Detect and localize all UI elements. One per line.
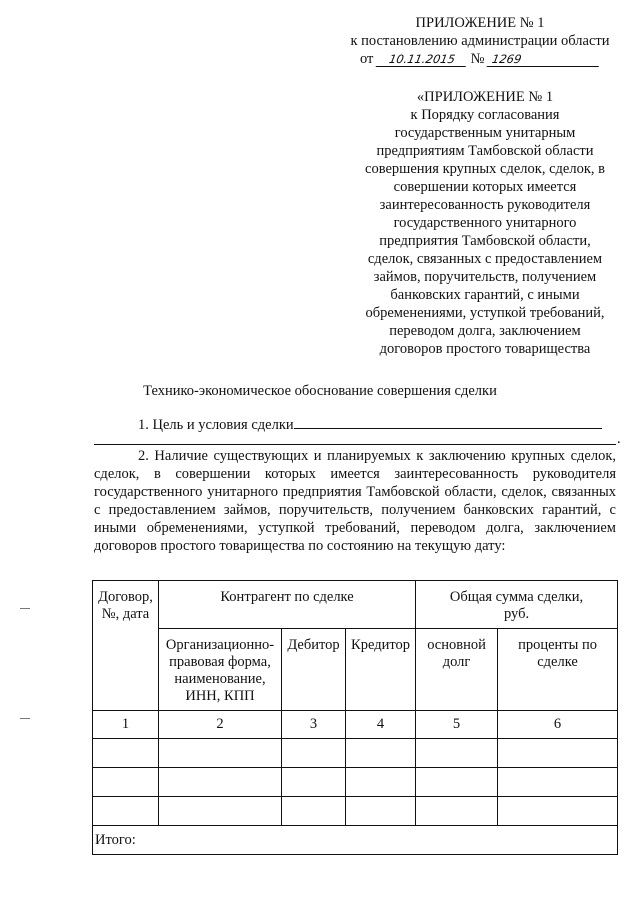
table-cell[interactable]	[498, 739, 618, 768]
table-cell[interactable]	[416, 768, 498, 797]
procedure-appendix-line: обременениями, уступкой требований,	[365, 305, 605, 321]
sub-creditor-header: Кредитор	[346, 629, 416, 711]
table-cell[interactable]	[346, 797, 416, 826]
table-row	[93, 768, 618, 797]
col-number: 1	[93, 711, 159, 739]
table-subheader-row	[93, 629, 618, 711]
col-contract-header: Договор, №, дата	[93, 581, 159, 711]
table-cell[interactable]	[282, 768, 346, 797]
appendix-header	[330, 14, 630, 68]
handwritten-number: 1269	[487, 52, 602, 67]
col-number: 2	[159, 711, 282, 739]
col-counterparty-header: Контрагент по сделке	[159, 581, 416, 629]
total-label: Итого:	[93, 826, 618, 855]
table-cell[interactable]	[159, 797, 282, 826]
procedure-appendix-line: совершения крупных сделок, сделок, в	[365, 161, 605, 177]
procedure-appendix-line: договоров простого товарищества	[379, 341, 591, 357]
sub-principal-header: основной долг	[416, 629, 498, 711]
table-cell[interactable]	[416, 797, 498, 826]
appendix-title: ПРИЛОЖЕНИЕ № 1	[415, 15, 545, 31]
table-cell[interactable]	[93, 768, 159, 797]
item-1-end-mark: .	[617, 431, 621, 447]
col-number: 6	[498, 711, 618, 739]
procedure-appendix-line: сделок, связанных с предоставлением	[367, 251, 603, 267]
item-2	[94, 447, 616, 555]
table-cell[interactable]	[93, 797, 159, 826]
table-row	[93, 739, 618, 768]
table-cell[interactable]	[282, 739, 346, 768]
procedure-appendix-line: предприятия Тамбовской области,	[379, 233, 591, 249]
table-cell[interactable]	[346, 768, 416, 797]
col-number: 4	[346, 711, 416, 739]
sub-interest-header: проценты по сделке	[498, 629, 618, 711]
table-number-row	[93, 711, 618, 739]
sub-debtor-header: Дебитор	[282, 629, 346, 711]
procedure-appendix-line: к Порядку согласования	[410, 107, 560, 123]
procedure-appendix-line: переводом долга, заключением	[389, 323, 581, 339]
item-1-label: 1. Цель и условия сделки	[138, 417, 294, 433]
margin-mark	[20, 608, 30, 609]
sub-org-header: Организационно-правовая форма, наименование, ИНН, КПП	[159, 629, 282, 711]
procedure-appendix-line: банковских гарантий, с иными	[390, 287, 580, 303]
procedure-appendix-lines	[360, 106, 610, 358]
table-cell[interactable]	[498, 797, 618, 826]
col-number: 3	[282, 711, 346, 739]
table-cell[interactable]	[346, 739, 416, 768]
margin-mark	[20, 718, 30, 719]
procedure-appendix-line: предприятиям Тамбовской области	[376, 143, 594, 159]
item-1-fill-line	[294, 414, 602, 429]
procedure-appendix-header	[360, 88, 610, 358]
procedure-appendix-line: государственным унитарным	[394, 125, 576, 141]
table-cell[interactable]	[282, 797, 346, 826]
document-title: Технико-экономическое обоснование совершения сделки	[143, 383, 497, 399]
table-row	[93, 797, 618, 826]
item-1-continuation-line	[94, 434, 616, 445]
col-number: 5	[416, 711, 498, 739]
table-total-row	[93, 826, 618, 855]
procedure-appendix-line: заинтересованность руководителя	[379, 197, 591, 213]
date-prefix: от	[359, 51, 374, 67]
table-cell[interactable]	[159, 739, 282, 768]
col-total-header: Общая сумма сделки, руб.	[416, 581, 618, 629]
table-cell[interactable]	[416, 739, 498, 768]
procedure-appendix-line: займов, поручительств, получением	[373, 269, 597, 285]
table-cell[interactable]	[498, 768, 618, 797]
table-cell[interactable]	[93, 739, 159, 768]
table-cell[interactable]	[159, 768, 282, 797]
item-1	[138, 414, 602, 434]
procedure-appendix-line: совершении которых имеется	[393, 179, 577, 195]
procedure-appendix-title: «ПРИЛОЖЕНИЕ № 1	[416, 89, 554, 105]
procedure-appendix-line: государственного унитарного	[393, 215, 577, 231]
appendix-date-line	[330, 50, 630, 68]
handwritten-date: 10.11.2015	[376, 52, 469, 67]
table-header-row	[93, 581, 618, 629]
appendix-subtitle: к постановлению администрации области	[350, 33, 610, 49]
number-prefix: №	[470, 51, 485, 67]
deals-table	[92, 580, 618, 855]
item-2-text: 2. Наличие существующих и планируемых к заключению крупных сделок, сделок, в совершении которых имеется заинтересованность руководителя государственного унитарного предприятия Тамбовской области, сделок, связанных с предоставлением займов, поручительств, получением банковских гарантий, с иными обременениями, уступкой требований, переводом долга, заключением договоров простого товарищества по состоянию на текущую дату:	[94, 448, 616, 554]
